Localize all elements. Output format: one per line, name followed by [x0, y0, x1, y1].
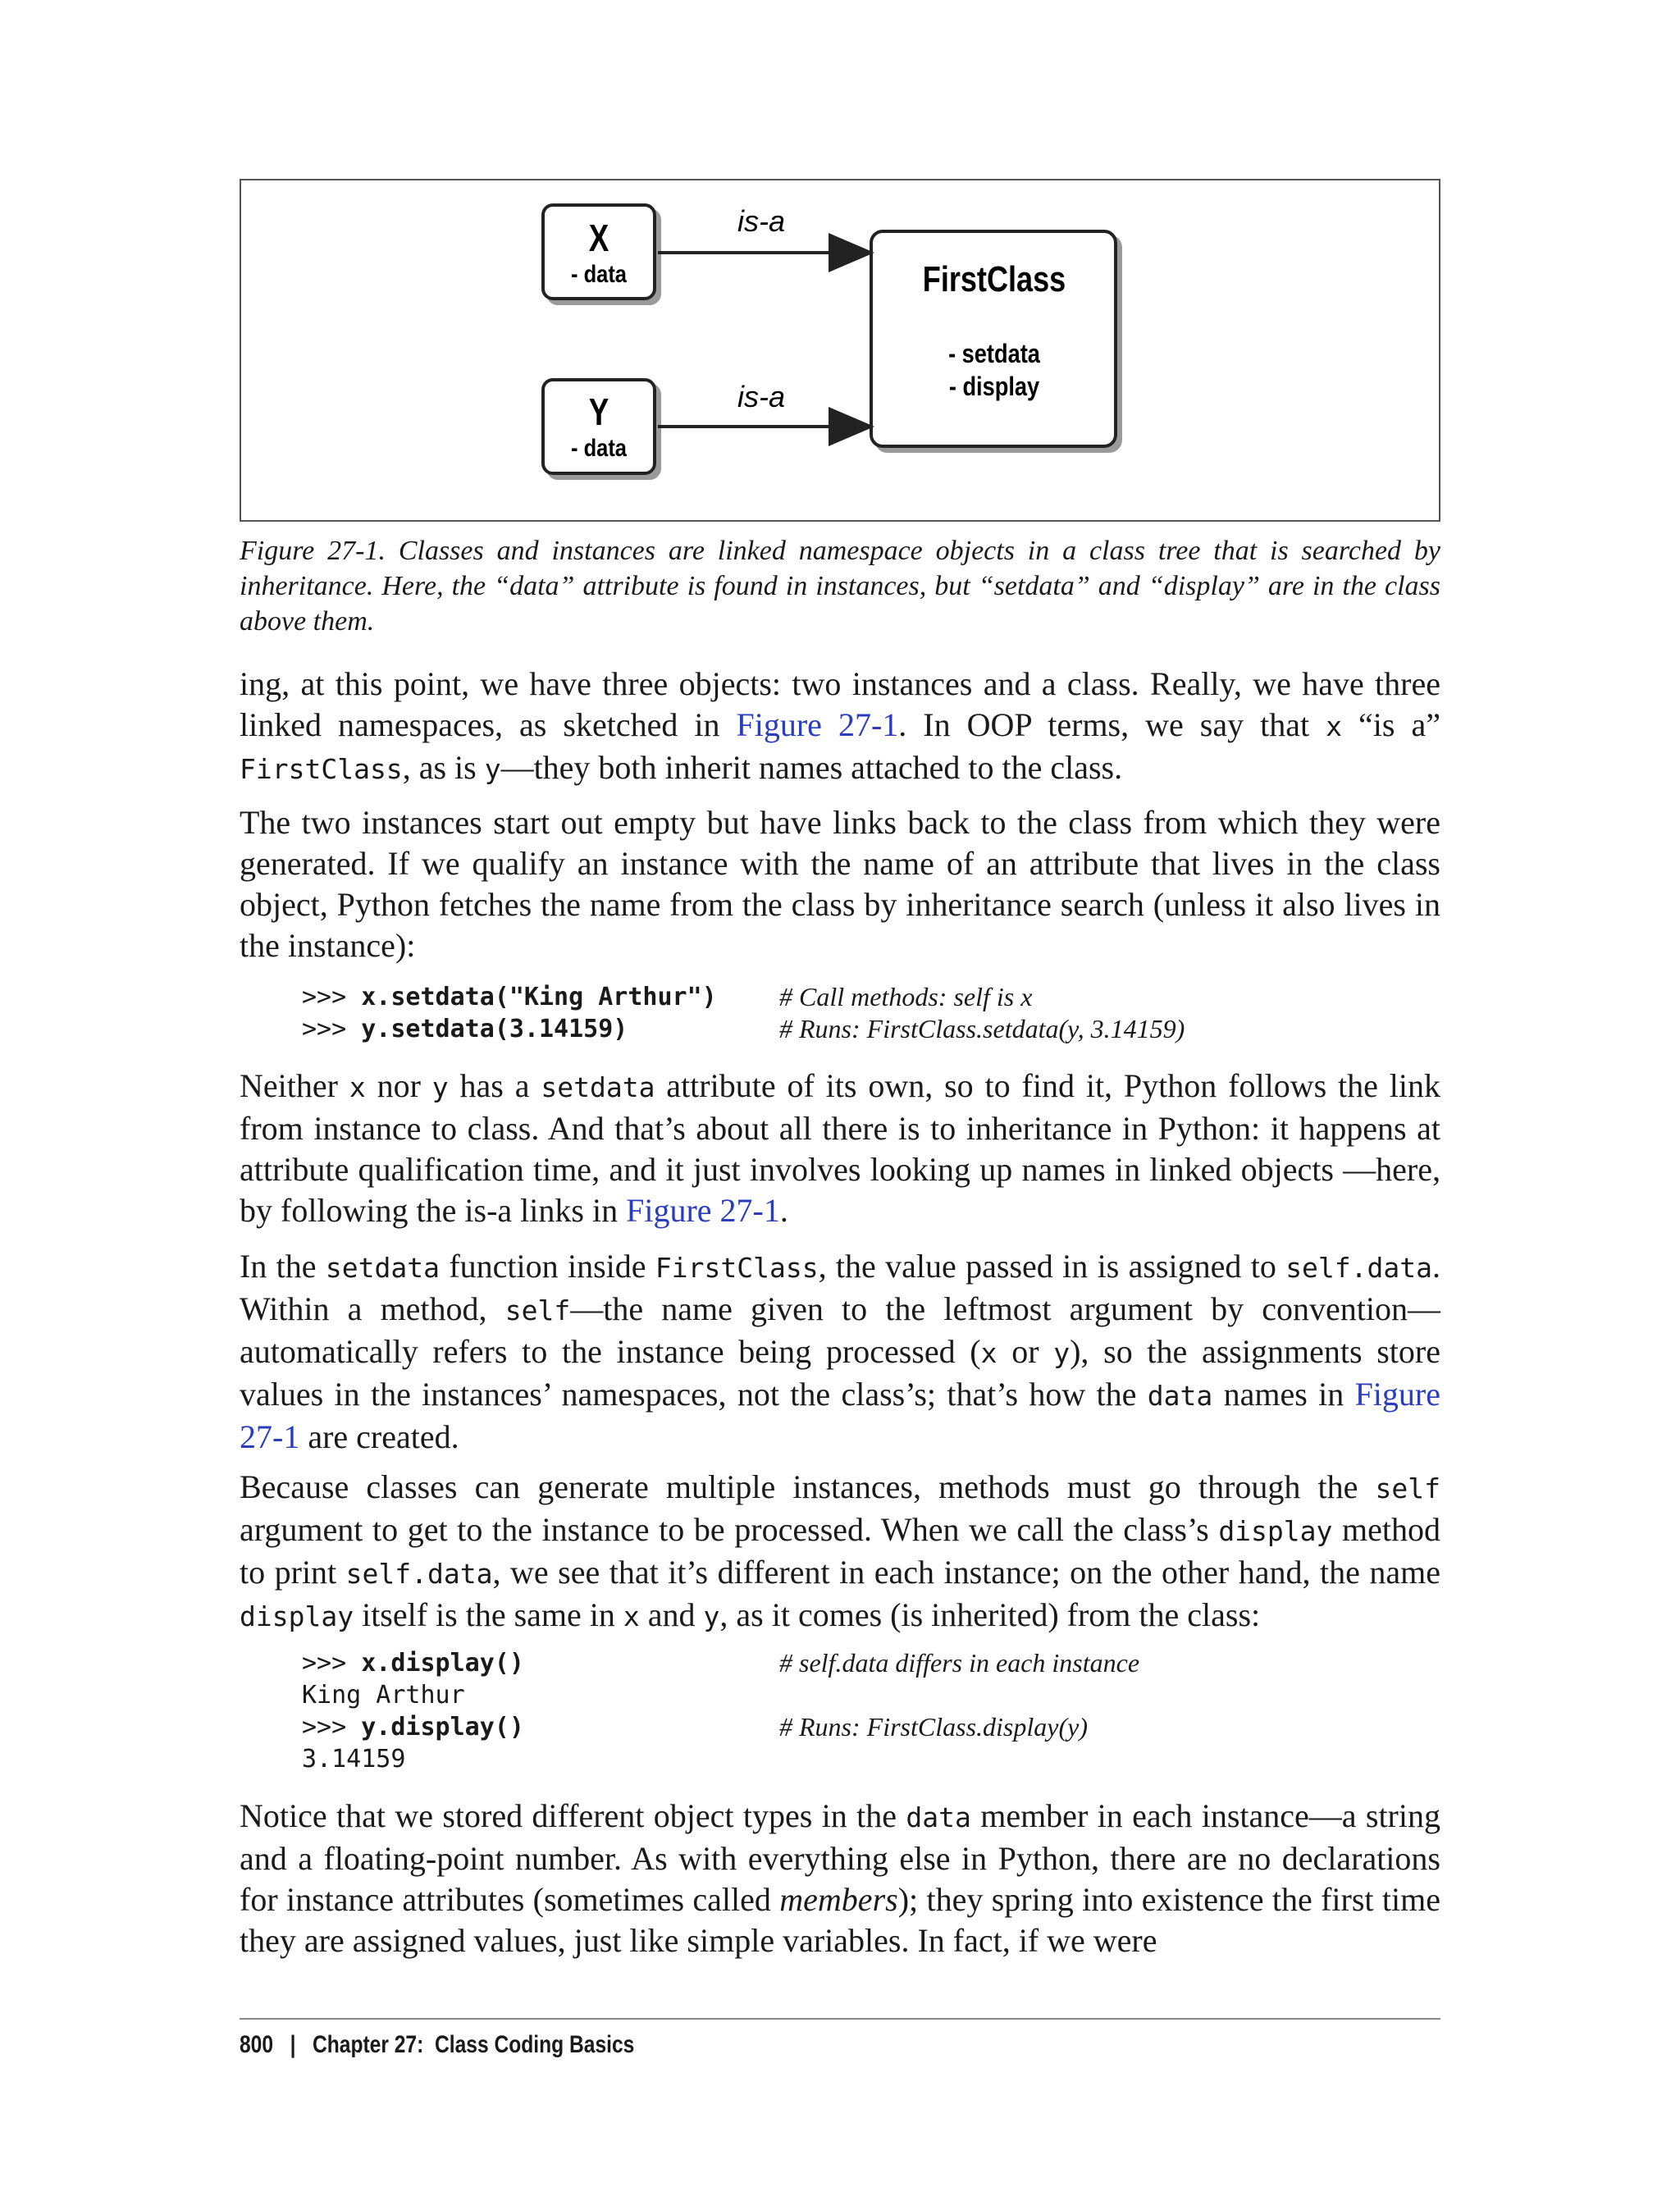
is-a-label-top: is-a	[737, 204, 786, 238]
paragraph-5: Because classes can generate multiple instances, methods must go through the self argument to get to the instance to be processed. When we call the class’s display method to print self.data, we see that it’s different in each instance; on the other hand, the name display itself is the same in x and y, as it comes (is inherited) from the class:	[240, 1468, 1441, 1633]
is-a-label-bottom: is-a	[737, 380, 786, 413]
firstclass-method-display: - display	[948, 372, 1040, 402]
code-line: >>> y.setdata(3.14159) # Runs: FirstClass.setdata(y, 3.14159)	[302, 1014, 1185, 1043]
firstclass-title: FirstClass	[922, 258, 1066, 299]
paragraph-4: In the setdata function inside FirstClass, the value passed in is assigned to self.data. Within a method, self—the name given to the leftmost argument by convention—automatically refers to the instance being processed (x or y), so the assignments store values in the instances’ namespaces, not the class’s; that’s how the data names in Figure 27-1 are created.	[240, 1248, 1440, 1455]
footer-rule	[240, 2018, 1440, 2020]
figure-caption: Figure 27-1. Classes and instances are linked namespace objects in a class tree that is searched by inheritance. Here, the “data” attribute is found in instances, but “setdata” and “display” are in the class above them.	[240, 536, 1440, 637]
footer-separator: |	[290, 2031, 296, 2058]
firstclass-method-setdata: - setdata	[948, 339, 1040, 369]
class-tree-diagram	[0, 0, 1680, 574]
chapter-title: Chapter 27: Class Coding Basics	[312, 2031, 635, 2058]
code-line: >>> y.display() # Runs: FirstClass.display(y)	[302, 1712, 1088, 1742]
figure-link[interactable]: Figure 27-1	[736, 706, 899, 743]
instance-x-attr: - data	[571, 260, 627, 288]
code-block-1	[302, 981, 1434, 1045]
code-line: >>> x.display() # self.data differs in each instance	[302, 1648, 1140, 1678]
figure-link[interactable]: Figure 27-1	[240, 1376, 1440, 1455]
code-output-line: King Arthur	[302, 1681, 465, 1710]
page-footer	[240, 2031, 634, 2059]
instance-x-title: X	[588, 217, 609, 259]
code-line: >>> x.setdata("King Arthur") # Call methods: self is x	[302, 982, 1033, 1011]
paragraph-2: The two instances start out empty but have links back to the class from which they were generated. If we qualify an instance with the name of an attribute that lives in the class object, Python fetches the name from the class by inheritance search (unless it also lives in the instance):	[240, 804, 1440, 964]
paragraph-6: Notice that we stored different object types in the data member in each instance—a string and a floating-point number. As with everything else in Python, there are no declarations for instance attributes (sometimes called members); they spring into existence the first time they are assigned values, just like simple variables. In fact, if we were	[240, 1797, 1440, 1959]
paragraph-3: Neither x nor y has a setdata attribute of its own, so to find it, Python follows the link from instance to class. And that’s about all there is to inheritance in Python: it happens at attribute qualification time, and it just involves looking up names in linked objects —here, by following the is-a links in Figure 27-1.	[240, 1067, 1441, 1229]
figure-link[interactable]: Figure 27-1	[626, 1192, 780, 1229]
instance-y-attr: - data	[571, 434, 627, 462]
code-block-2	[302, 1647, 1434, 1775]
paragraph-1: ing, at this point, we have three objects: two instances and a class. Really, we have three linked namespaces, as sketched in Figure 27-1. In OOP terms, we say that x “is a” FirstClass, as is y—they both inherit names attached to the class.	[240, 665, 1440, 786]
page-number: 800	[240, 2031, 274, 2058]
code-output-line: 3.14159	[302, 1745, 406, 1774]
instance-y-title: Y	[588, 390, 609, 433]
